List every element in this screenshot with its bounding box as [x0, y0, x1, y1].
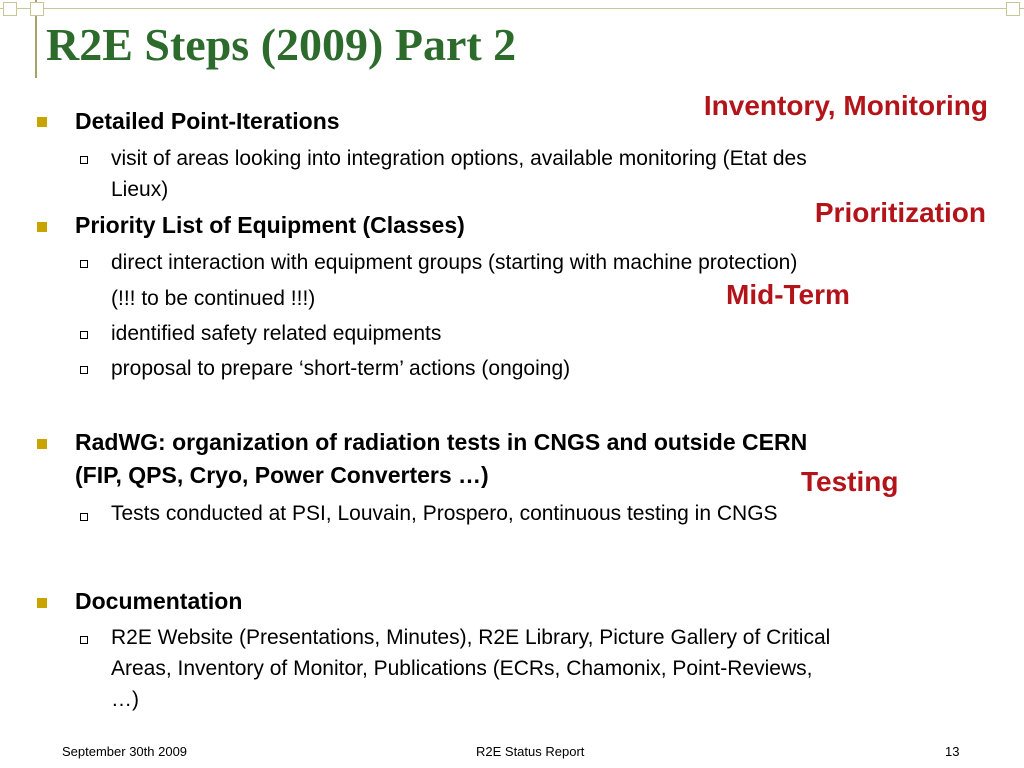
- list-item-line: proposal to prepare ‘short-term’ actions (ongoing): [111, 357, 571, 380]
- section-heading: RadWG: organization of radiation tests in CNGS and outside CERN: [75, 429, 808, 455]
- sub-bullet-icon: [80, 331, 88, 339]
- sub-bullet-icon: [80, 636, 88, 644]
- list-item-line: (!!! to be continued !!!): [111, 287, 316, 310]
- footer-title: R2E Status Report: [476, 744, 585, 759]
- sub-bullet-icon: [80, 513, 88, 521]
- sub-bullet-icon: [80, 366, 88, 374]
- footer-date: September 30th 2009: [62, 744, 188, 759]
- section-heading: Priority List of Equipment (Classes): [75, 212, 465, 238]
- sub-bullet-icon: [80, 260, 88, 268]
- section-heading: Detailed Point-Iterations: [75, 108, 340, 134]
- section-heading: (FIP, QPS, Cryo, Power Converters …): [75, 462, 489, 488]
- slide-title: R2E Steps (2009) Part 2: [46, 19, 517, 70]
- annotation-prioritization: Prioritization: [814, 197, 986, 228]
- list-item-line: direct interaction with equipment groups (starting with machine protection): [111, 251, 798, 274]
- bullet-square-icon: [37, 222, 47, 232]
- bullet-square-icon: [37, 598, 47, 608]
- list-item-line: visit of areas looking into integration options, available monitoring (Etat des: [111, 147, 807, 170]
- bullet-square-icon: [37, 117, 47, 127]
- page-number: 13: [945, 744, 960, 759]
- list-item-line: Areas, Inventory of Monitor, Publications (ECRs, Chamonix, Point-Reviews,: [111, 657, 813, 680]
- annotation-midterm: Mid-Term: [726, 279, 850, 310]
- decor-corner-square: [3, 2, 17, 16]
- list-item-line: Lieux): [111, 178, 169, 201]
- bullet-square-icon: [37, 439, 47, 449]
- list-item-line: R2E Website (Presentations, Minutes), R2E Library, Picture Gallery of Critical: [111, 626, 831, 649]
- annotation-testing: Testing: [801, 466, 899, 497]
- list-item-line: …): [111, 688, 139, 711]
- section-heading: Documentation: [75, 588, 243, 614]
- decor-top-line: [0, 8, 1024, 9]
- annotation-inventory: Inventory, Monitoring: [703, 90, 988, 121]
- list-item-line: Tests conducted at PSI, Louvain, Prospero, continuous testing in CNGS: [111, 502, 778, 525]
- list-item-line: identified safety related equipments: [111, 322, 442, 345]
- decor-corner-square: [1006, 2, 1020, 16]
- sub-bullet-icon: [80, 156, 88, 164]
- decor-corner-square: [30, 2, 44, 16]
